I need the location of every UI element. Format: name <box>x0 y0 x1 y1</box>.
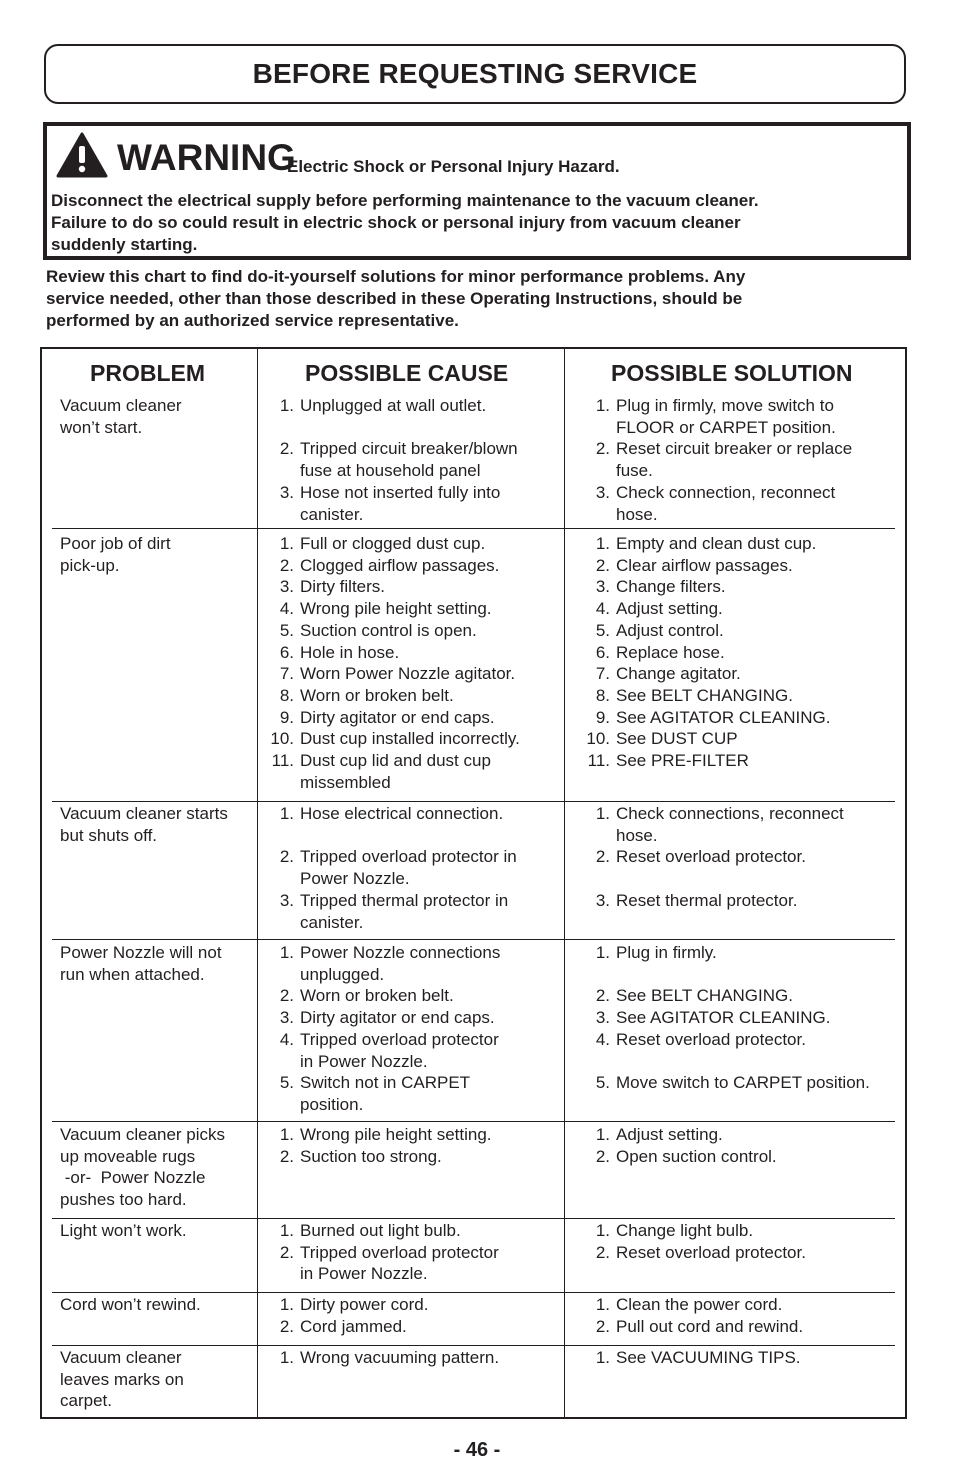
item-text: Clean the power cord. <box>616 1295 783 1314</box>
item-text: Adjust setting. <box>616 1125 723 1144</box>
list-item <box>574 685 904 707</box>
item-text: Open suction control. <box>616 1146 777 1166</box>
item-text <box>616 964 904 986</box>
item-number: 2. <box>595 1146 610 1166</box>
problem-line: Vacuum cleaner starts <box>60 804 228 823</box>
list-item <box>258 728 558 750</box>
item-text: Hose electrical connection. <box>300 804 504 823</box>
problem-cell <box>60 1124 260 1211</box>
item-text: Worn Power Nozzle agitator. <box>300 664 516 684</box>
list-item <box>258 1007 558 1029</box>
numbered-list <box>574 533 904 772</box>
item-text: unplugged. <box>300 964 385 984</box>
item-text: Dirty agitator or end caps. <box>300 1008 495 1028</box>
item-text: Check connections, reconnect <box>616 804 844 823</box>
item-text: Tripped overload protector <box>300 1242 499 1262</box>
list-item <box>258 395 558 438</box>
item-text: Dust cup lid and dust cup <box>300 751 491 771</box>
cause-cell <box>258 1124 558 1167</box>
list-item <box>258 663 558 685</box>
item-text: Reset overload protector. <box>616 847 806 867</box>
troubleshooting-table <box>40 347 907 1419</box>
item-number: 2. <box>279 1146 294 1166</box>
numbered-list <box>574 803 904 912</box>
item-number: 10. <box>586 729 610 749</box>
intro-line: service needed, other than those described in these Operating Instructions, should be <box>46 289 743 308</box>
item-number: 2. <box>279 555 294 575</box>
item-text: Adjust control. <box>616 620 724 640</box>
item-text: missembled <box>300 772 391 792</box>
item-number: 2. <box>595 555 610 575</box>
page-title-box <box>44 44 906 104</box>
item-text: See BELT CHANGING. <box>616 685 793 705</box>
problem-cell <box>60 533 260 576</box>
warning-line: Failure to do so could result in electric shock or personal injury from vacuum cleaner <box>51 213 741 232</box>
item-text: Tripped thermal protector in <box>300 890 509 910</box>
solution-cell <box>574 1124 904 1167</box>
solution-cell <box>574 395 904 525</box>
item-text: Wrong pile height setting. <box>300 599 492 619</box>
list-item <box>574 395 904 438</box>
item-text: See BELT CHANGING. <box>616 986 793 1006</box>
list-item <box>258 985 558 1007</box>
item-text: Change filters. <box>616 577 726 597</box>
item-text: Reset overload protector. <box>616 1029 806 1049</box>
item-number: 1. <box>279 1125 294 1144</box>
list-item <box>258 750 558 793</box>
item-text: Clogged airflow passages. <box>300 555 500 575</box>
warning-text <box>51 190 901 256</box>
item-number: 3. <box>595 482 610 502</box>
item-number: 3. <box>279 890 294 910</box>
list-item <box>574 1220 904 1242</box>
cause-cell <box>258 395 558 525</box>
item-text: Clear airflow passages. <box>616 555 793 575</box>
list-item <box>258 576 558 598</box>
list-item <box>574 438 904 481</box>
item-number: 5. <box>279 1073 294 1093</box>
item-text: Move switch to CARPET position. <box>616 1073 870 1093</box>
item-text: hose. <box>616 825 658 845</box>
item-text: Reset circuit breaker or replace <box>616 439 853 459</box>
item-text: Plug in firmly. <box>616 943 717 962</box>
item-number: 3. <box>595 577 610 597</box>
item-number: 3. <box>279 482 294 502</box>
problem-cell <box>60 395 260 438</box>
list-item <box>258 1124 558 1146</box>
item-number: 11. <box>271 751 294 771</box>
item-number: 3. <box>595 1008 610 1028</box>
item-text <box>616 1051 904 1073</box>
solution-cell <box>574 942 904 1094</box>
intro-line: Review this chart to find do-it-yourself solutions for minor performance problems. Any <box>46 267 746 286</box>
item-text <box>300 825 558 847</box>
cause-cell <box>258 803 558 933</box>
list-item <box>258 620 558 642</box>
row-divider <box>52 528 895 529</box>
item-number: 2. <box>279 1242 294 1262</box>
item-text: Dirty filters. <box>300 577 385 597</box>
item-text: Plug in firmly, move switch to <box>616 396 834 415</box>
item-number: 3. <box>279 1008 294 1028</box>
problem-line: carpet. <box>60 1391 112 1411</box>
item-number: 3. <box>595 890 610 910</box>
item-number: 4. <box>595 1029 610 1049</box>
problem-line: up moveable rugs <box>60 1146 196 1166</box>
warning-line: Disconnect the electrical supply before performing maintenance to the vacuum cleaner. <box>51 191 759 210</box>
numbered-list <box>258 1294 558 1337</box>
list-item <box>574 750 904 772</box>
problem-line: Poor job of dirt <box>60 534 171 553</box>
item-text: Switch not in CARPET <box>300 1073 471 1093</box>
item-number: 2. <box>279 1316 294 1336</box>
row-divider <box>52 1218 895 1219</box>
list-item <box>258 642 558 664</box>
list-item <box>574 555 904 577</box>
cause-cell <box>258 533 558 793</box>
item-text: Replace hose. <box>616 642 725 662</box>
list-item <box>574 1029 904 1072</box>
item-number: 9. <box>279 707 294 727</box>
list-item <box>574 598 904 620</box>
item-number: 5. <box>595 620 610 640</box>
item-text: Tripped overload protector in <box>300 847 517 867</box>
item-text <box>616 868 904 890</box>
numbered-list <box>258 803 558 933</box>
solution-cell <box>574 803 904 912</box>
item-text: canister. <box>300 912 364 932</box>
item-number: 1. <box>279 1221 294 1240</box>
row-divider <box>52 1345 895 1346</box>
item-number: 1. <box>279 1348 294 1367</box>
list-item <box>574 1072 904 1094</box>
item-number: 8. <box>595 685 610 705</box>
header-possible-cause: POSSIBLE CAUSE <box>305 360 509 386</box>
row-divider <box>52 1292 895 1293</box>
item-text: Wrong vacuuming pattern. <box>300 1348 500 1367</box>
problem-cell <box>60 1347 260 1412</box>
list-item <box>574 890 904 912</box>
item-number: 1. <box>595 1295 610 1314</box>
item-text: in Power Nozzle. <box>300 1051 428 1071</box>
item-text: Empty and clean dust cup. <box>616 534 817 553</box>
list-item <box>258 1029 558 1072</box>
list-item <box>258 482 558 525</box>
list-item <box>258 598 558 620</box>
list-item <box>258 1072 558 1115</box>
numbered-list <box>258 942 558 1116</box>
list-item <box>258 533 558 555</box>
problem-line: Cord won’t rewind. <box>60 1295 201 1314</box>
intro-paragraph <box>46 266 906 332</box>
numbered-list <box>258 395 558 525</box>
row-divider <box>52 1121 895 1122</box>
item-number: 2. <box>279 847 294 867</box>
item-number: 2. <box>279 439 294 459</box>
numbered-list <box>574 1220 904 1263</box>
item-text: canister. <box>300 504 364 524</box>
problem-line: pushes too hard. <box>60 1190 187 1210</box>
list-item <box>574 1124 904 1146</box>
item-text: Power Nozzle connections <box>300 943 501 962</box>
item-number: 2. <box>595 439 610 459</box>
item-text: See DUST CUP <box>616 729 738 749</box>
page-title: BEFORE REQUESTING SERVICE <box>252 58 698 89</box>
list-item <box>258 685 558 707</box>
list-item <box>574 620 904 642</box>
item-number: 1. <box>279 804 294 823</box>
problem-line: pick-up. <box>60 555 120 575</box>
problem-line: but shuts off. <box>60 825 158 845</box>
list-item <box>574 985 904 1007</box>
list-item <box>574 533 904 555</box>
item-number: 2. <box>595 1316 610 1336</box>
item-number: 1. <box>595 534 610 553</box>
list-item <box>258 707 558 729</box>
problem-line: leaves marks on <box>60 1369 184 1389</box>
list-item <box>258 555 558 577</box>
problem-cell <box>60 1220 260 1242</box>
warning-triangle-icon <box>56 132 108 178</box>
item-number: 1. <box>279 534 294 553</box>
header-possible-solution: POSSIBLE SOLUTION <box>611 360 853 386</box>
item-number: 1. <box>595 396 610 415</box>
item-number: 2. <box>595 847 610 867</box>
numbered-list <box>258 1124 558 1167</box>
item-text: Cord jammed. <box>300 1316 407 1336</box>
item-text: Pull out cord and rewind. <box>616 1316 804 1336</box>
item-text: Suction too strong. <box>300 1146 442 1166</box>
list-item <box>574 1316 904 1338</box>
item-text: Reset overload protector. <box>616 1242 806 1262</box>
list-item <box>574 1294 904 1316</box>
problem-line: Vacuum cleaner <box>60 396 182 415</box>
solution-cell <box>574 1294 904 1337</box>
numbered-list <box>574 1294 904 1337</box>
list-item <box>574 803 904 846</box>
solution-cell <box>574 1220 904 1263</box>
list-item <box>258 1316 558 1338</box>
solution-cell <box>574 533 904 772</box>
item-number: 1. <box>595 1348 610 1367</box>
cause-cell <box>258 942 558 1116</box>
list-item <box>258 1347 558 1369</box>
list-item <box>258 1294 558 1316</box>
item-text <box>300 417 558 439</box>
problem-line: -or- Power Nozzle <box>60 1168 206 1188</box>
list-item <box>574 642 904 664</box>
item-text: in Power Nozzle. <box>300 1264 428 1284</box>
item-number: 5. <box>595 1073 610 1093</box>
problem-line: Vacuum cleaner <box>60 1348 182 1367</box>
item-text: Hole in hose. <box>300 642 400 662</box>
problem-line: won’t start. <box>60 417 143 437</box>
numbered-list <box>574 1347 904 1369</box>
page-number: - 46 - <box>453 1439 501 1461</box>
list-item <box>258 942 558 985</box>
item-number: 6. <box>279 642 294 662</box>
item-number: 4. <box>279 1029 294 1049</box>
item-number: 4. <box>279 599 294 619</box>
list-item <box>574 482 904 525</box>
item-text: Worn or broken belt. <box>300 685 454 705</box>
list-item <box>574 942 904 985</box>
list-item <box>258 1220 558 1242</box>
item-text: See AGITATOR CLEANING. <box>616 707 831 727</box>
list-item <box>574 1242 904 1264</box>
list-item <box>574 846 904 889</box>
numbered-list <box>574 942 904 1094</box>
item-text: Change agitator. <box>616 664 741 684</box>
list-item <box>574 1347 904 1369</box>
item-text: Reset thermal protector. <box>616 890 798 910</box>
item-number: 1. <box>595 943 610 962</box>
item-number: 5. <box>279 620 294 640</box>
list-item <box>574 576 904 598</box>
item-text: fuse. <box>616 461 653 481</box>
numbered-list <box>258 533 558 793</box>
item-text: See VACUUMING TIPS. <box>616 1348 801 1367</box>
problem-line: Vacuum cleaner picks <box>60 1125 226 1144</box>
problem-line: run when attached. <box>60 964 205 984</box>
list-item <box>258 1242 558 1285</box>
item-text: Dust cup installed incorrectly. <box>300 729 520 749</box>
item-number: 2. <box>595 986 610 1006</box>
item-number: 3. <box>279 577 294 597</box>
list-item <box>258 1146 558 1168</box>
item-number: 2. <box>595 1242 610 1262</box>
item-number: 4. <box>595 599 610 619</box>
item-number: 1. <box>279 943 294 962</box>
list-item <box>574 1007 904 1029</box>
item-text: Check connection, reconnect <box>616 482 836 502</box>
solution-cell <box>574 1347 904 1369</box>
list-item <box>258 890 558 933</box>
numbered-list <box>574 395 904 525</box>
item-text: See PRE-FILTER <box>616 751 749 771</box>
column-divider <box>564 349 565 1417</box>
cause-cell <box>258 1294 558 1337</box>
item-number: 7. <box>595 664 610 684</box>
item-text: Dirty agitator or end caps. <box>300 707 495 727</box>
item-text: Adjust setting. <box>616 599 723 619</box>
item-number: 1. <box>595 804 610 823</box>
numbered-list <box>574 1124 904 1167</box>
list-item <box>574 663 904 685</box>
item-number: 1. <box>279 1295 294 1314</box>
item-text: Hose not inserted fully into <box>300 482 501 502</box>
item-text: Wrong pile height setting. <box>300 1125 492 1144</box>
item-number: 8. <box>279 685 294 705</box>
item-text: Burned out light bulb. <box>300 1221 461 1240</box>
problem-line: Light won’t work. <box>60 1221 187 1240</box>
item-text: Suction control is open. <box>300 620 477 640</box>
list-item <box>574 707 904 729</box>
problem-line: Power Nozzle will not <box>60 943 222 962</box>
problem-cell <box>60 1294 260 1316</box>
item-text: Worn or broken belt. <box>300 986 454 1006</box>
item-text: Tripped circuit breaker/blown <box>300 439 518 459</box>
numbered-list <box>258 1347 558 1369</box>
item-text: position. <box>300 1094 364 1114</box>
item-number: 7. <box>279 664 294 684</box>
item-text: FLOOR or CARPET position. <box>616 417 836 437</box>
item-number: 9. <box>595 707 610 727</box>
problem-cell <box>60 803 260 846</box>
cause-cell <box>258 1347 558 1369</box>
list-item <box>574 728 904 750</box>
item-number: 1. <box>279 396 294 415</box>
item-number: 11. <box>587 751 610 771</box>
item-number: 10. <box>270 729 294 749</box>
item-text: hose. <box>616 504 658 524</box>
warning-word: WARNING <box>117 137 296 178</box>
item-text: Change light bulb. <box>616 1221 754 1240</box>
numbered-list <box>258 1220 558 1285</box>
list-item <box>258 803 558 846</box>
item-text: Tripped overload protector <box>300 1029 499 1049</box>
item-number: 2. <box>279 986 294 1006</box>
item-number: 1. <box>595 1221 610 1240</box>
row-divider <box>52 939 895 940</box>
item-text: Dirty power cord. <box>300 1295 429 1314</box>
row-divider <box>52 801 895 802</box>
list-item <box>258 846 558 889</box>
warning-box <box>43 122 911 260</box>
warning-line: suddenly starting. <box>51 235 198 254</box>
item-text: Power Nozzle. <box>300 869 410 889</box>
item-text: Unplugged at wall outlet. <box>300 396 487 415</box>
cause-cell <box>258 1220 558 1285</box>
item-number: 1. <box>595 1125 610 1144</box>
item-text: fuse at household panel <box>300 461 481 481</box>
warning-subtitle: Electric Shock or Personal Injury Hazard. <box>287 157 620 176</box>
intro-line: performed by an authorized service representative. <box>46 311 459 330</box>
item-number: 6. <box>595 642 610 662</box>
header-problem: PROBLEM <box>90 360 205 386</box>
problem-cell <box>60 942 260 985</box>
list-item <box>574 1146 904 1168</box>
list-item <box>258 438 558 481</box>
item-text: See AGITATOR CLEANING. <box>616 1008 831 1028</box>
item-text: Full or clogged dust cup. <box>300 534 486 553</box>
